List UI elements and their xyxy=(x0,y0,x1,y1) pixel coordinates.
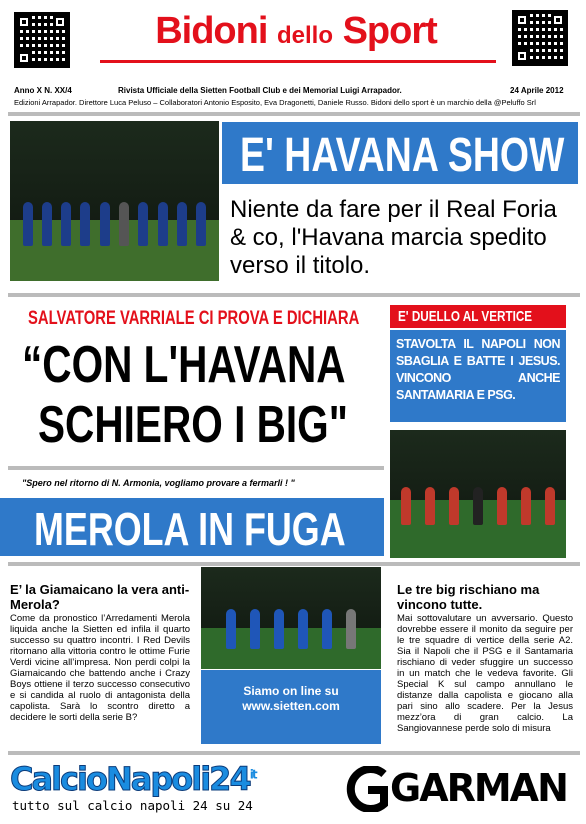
section-rule-top xyxy=(8,112,580,116)
right-article-title: Le tre big rischiano ma vincono tutte. xyxy=(397,582,540,612)
calcionapoli-tagline: tutto sul calcio napoli 24 su 24 xyxy=(12,798,253,813)
right-article-body: Mai sottovalutare un avversario. Questo dovrebbe essere il monito da seguire per le tre squadre di vertice della serie A2. Sia il Napoli che il PSG e il Santamaria rischiano di veder sfuggire un successo in un match che le vedeva favorite. Gli Special K sul campo annullano le distanze dalla capolista e giocano alla pari sino allo scadere. Per la Jesus mezz’ora di gran calcio. La Sangiovannese perde solo di misura xyxy=(397,613,573,734)
left-article-body: Come da pronostico l’Arredamenti Merola liquida anche la Sietten ed infila il quarto successo su quattro incontri. I Red Devils ritornano alla vittoria contro le ottime Furie Verdi vicine all’impresa. Non perdi colpi la Giamaicando che battendo anche i Crazy Boys ottiene il terzo successo consecutivo e si candida al ruolo di antagonista della capolista. Sarà lo scontro diretto a decidere le sorti della serie B? xyxy=(10,613,190,723)
merola-headline: MEROLA IN FUGA xyxy=(34,503,346,555)
credits: Edizioni Arrapador. Direttore Luca Peluso – Collaboratori Antonio Esposito, Eva Dragonetti, Daniele Russo. Bidoni dello sport è un marchio della @Peluffo Srl xyxy=(14,98,536,107)
masthead-word-2: dello xyxy=(276,22,333,49)
subtitle: Rivista Ufficiale della Sietten Football Club e dei Memorial Luigi Arrapador. xyxy=(118,86,402,95)
calcionapoli-name: CalcioNapoli24 xyxy=(10,760,250,798)
sidebar-label: E' DUELLO AL VERTICE xyxy=(398,308,533,325)
sidebar-text: STAVOLTA IL NAPOLI NON SBAGLIA E BATTE I JESUS. VINCONO ANCHE SANTAMARIA E PSG. xyxy=(396,337,560,402)
interview-kicker-rest: CI PROVA E DICHIARA xyxy=(198,308,360,329)
photo-napoli-team xyxy=(390,430,566,558)
issue-number: Anno X N. XX/4 xyxy=(14,86,72,95)
sidebar-label-box xyxy=(390,305,566,328)
garman-g-icon xyxy=(344,766,390,812)
qr-code-left xyxy=(14,12,70,68)
lead-deck: Niente da fare per il Real Foria & co, l'Havana marcia spedito verso il titolo. xyxy=(230,196,557,279)
masthead-word-1: Bidoni xyxy=(155,10,268,52)
sidebar-box xyxy=(390,330,566,422)
photo-havana-team xyxy=(10,121,219,281)
lead-headline: E' HAVANA SHOW xyxy=(240,129,565,182)
online-link[interactable]: www.sietten.com xyxy=(242,699,340,713)
masthead-title xyxy=(96,10,496,53)
left-article-title: E’ la Giamaicano la vera anti-Merola? xyxy=(10,582,190,612)
interview-subquote: "Spero nel ritorno di N. Armonia, vogliamo provare a fermarli ! " xyxy=(22,478,295,488)
calcionapoli-logo xyxy=(10,760,256,798)
ad-garman[interactable] xyxy=(344,764,574,814)
interview-quote-line2: SCHIERO I BIG" xyxy=(38,396,348,454)
masthead-word-3: Sport xyxy=(342,10,437,52)
interview-kicker xyxy=(28,308,395,330)
interview-kicker-name: SALVATORE VARRIALE xyxy=(28,308,195,329)
interview-quote-line1: “CON L'HAVANA xyxy=(22,336,346,394)
merola-band xyxy=(0,498,384,556)
footer-rule xyxy=(8,751,580,755)
ad-calcionapoli24[interactable] xyxy=(10,760,270,816)
quote-rule xyxy=(8,466,384,470)
garman-logo-text: GARMAN xyxy=(390,766,567,810)
photo-merola-team xyxy=(201,567,381,669)
qr-code-right xyxy=(512,10,568,66)
section-rule-mid xyxy=(8,293,580,297)
online-box xyxy=(201,670,381,744)
masthead-underline xyxy=(100,60,496,63)
online-line1: Siamo on line su xyxy=(243,684,339,698)
section-rule-low xyxy=(8,562,580,566)
lead-headline-band xyxy=(222,122,578,184)
issue-date: 24 Aprile 2012 xyxy=(510,86,564,95)
calcionapoli-suffix: it xyxy=(249,767,256,782)
